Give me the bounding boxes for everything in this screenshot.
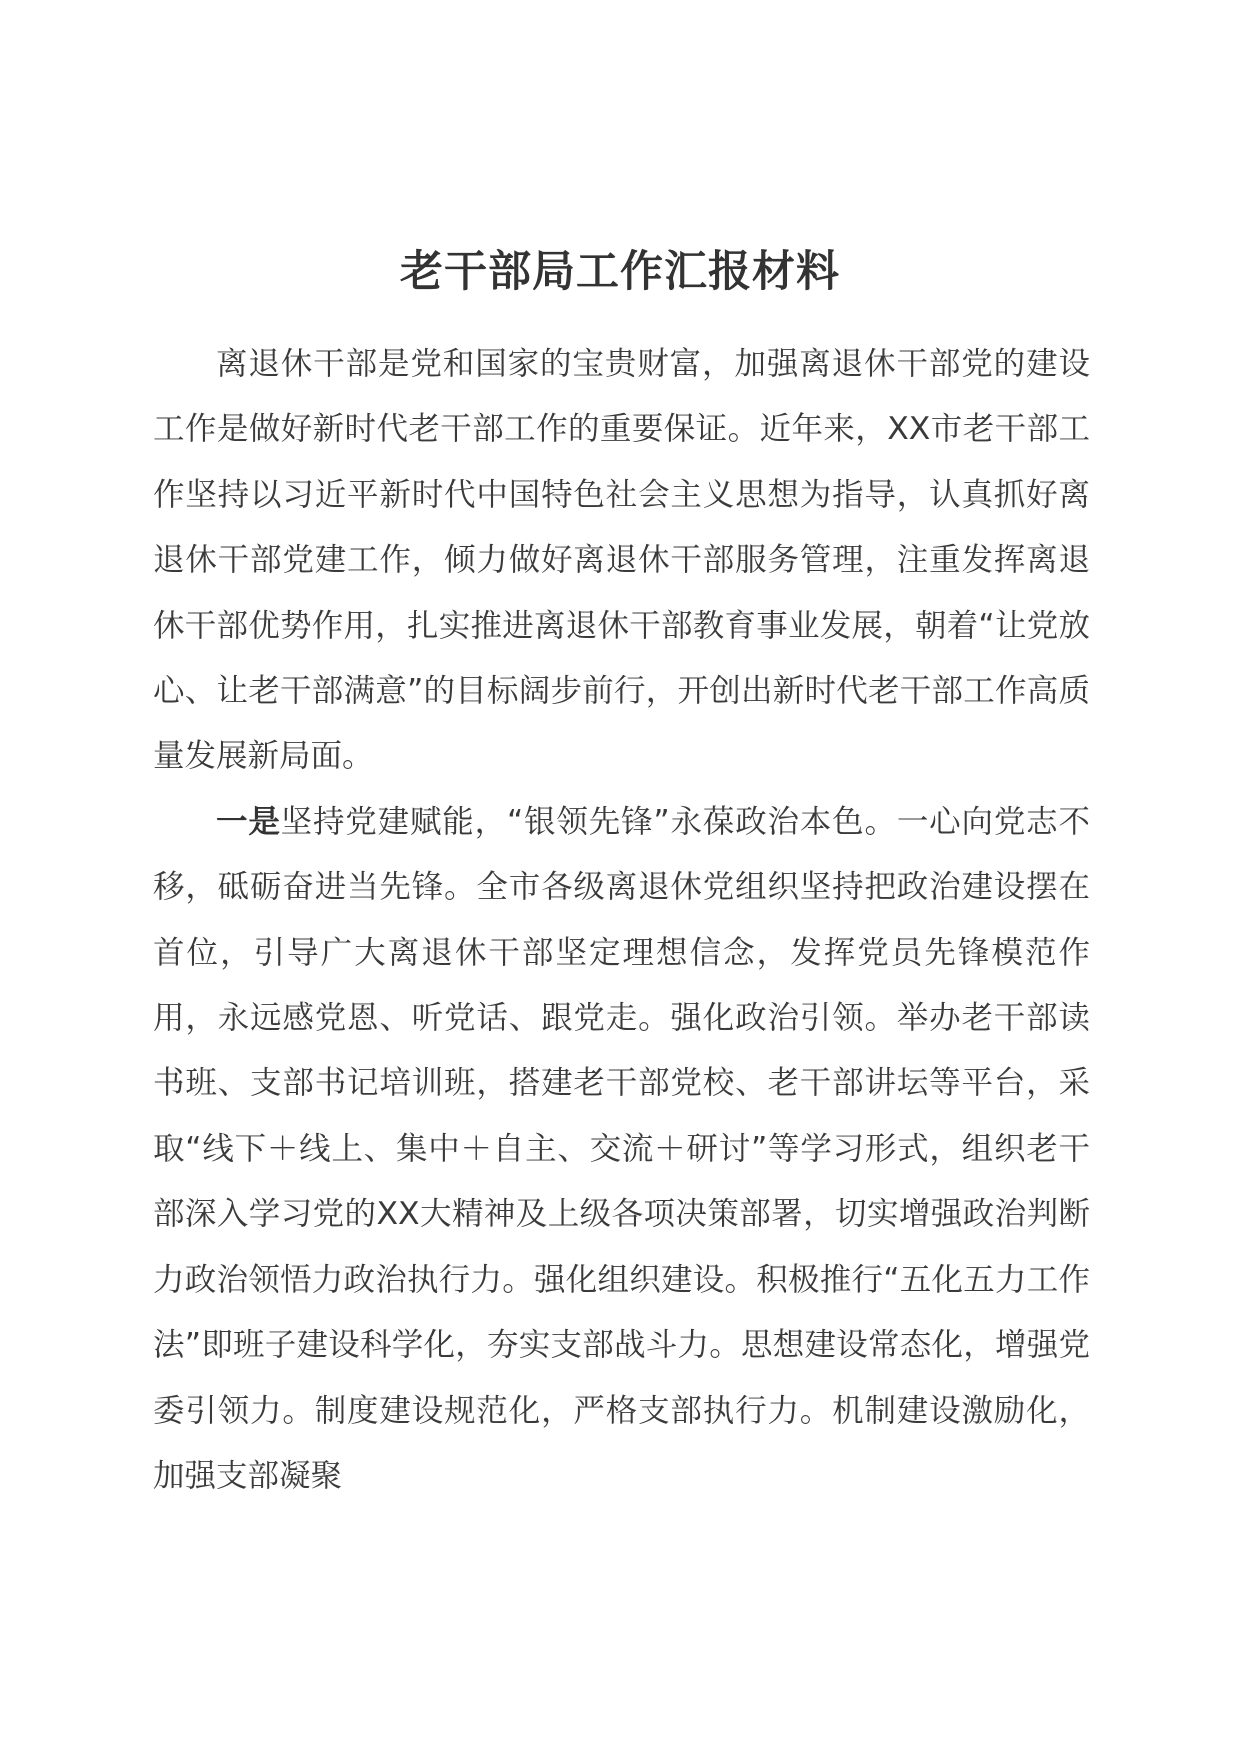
- section-lead-label: 一是: [216, 803, 281, 840]
- document-body: [153, 332, 1090, 1509]
- document-title: 老干部局工作汇报材料: [400, 247, 840, 297]
- intro-paragraph-text: 离退休干部是党和国家的宝贵财富，加强离退休干部党的建设工作是做好新时代老干部工作的重要保证。近年来，XX市老干部工作坚持以习近平新时代中国特色社会主义思想为指导，认真抓好离退休干部党建工作，倾力做好离退休干部服务管理，注重发挥离退休干部优势作用，扎实推进离退休干部教育事业发展，朝着“让党放心、让老干部满意”的目标阔步前行，开创出新时代老干部工作高质量发展新局面。: [153, 346, 1090, 775]
- section-paragraph-text: 坚持党建赋能，“银领先锋”永葆政治本色。一心向党志不移，砥砺奋进当先锋。全市各级离退休党组织坚持把政治建设摆在首位，引导广大离退休干部坚定理想信念，发挥党员先锋模范作用，永远感党恩、听党话、跟党走。强化政治引领。举办老干部读书班、支部书记培训班，搭建老干部党校、老干部讲坛等平台，采取“线下＋线上、集中＋自主、交流＋研讨”等学习形式，组织老干部深入学习党的XX大精神及上级各项决策部署，切实增强政治判断力政治领悟力政治执行力。强化组织建设。积极推行“五化五力工作法”即班子建设科学化，夯实支部战斗力。思想建设常态化，增强党委引领力。制度建设规范化，严格支部执行力。机制建设激励化，加强支部凝聚: [153, 803, 1090, 1494]
- intro-paragraph: [153, 332, 1090, 790]
- section-paragraph-1: [153, 790, 1090, 1509]
